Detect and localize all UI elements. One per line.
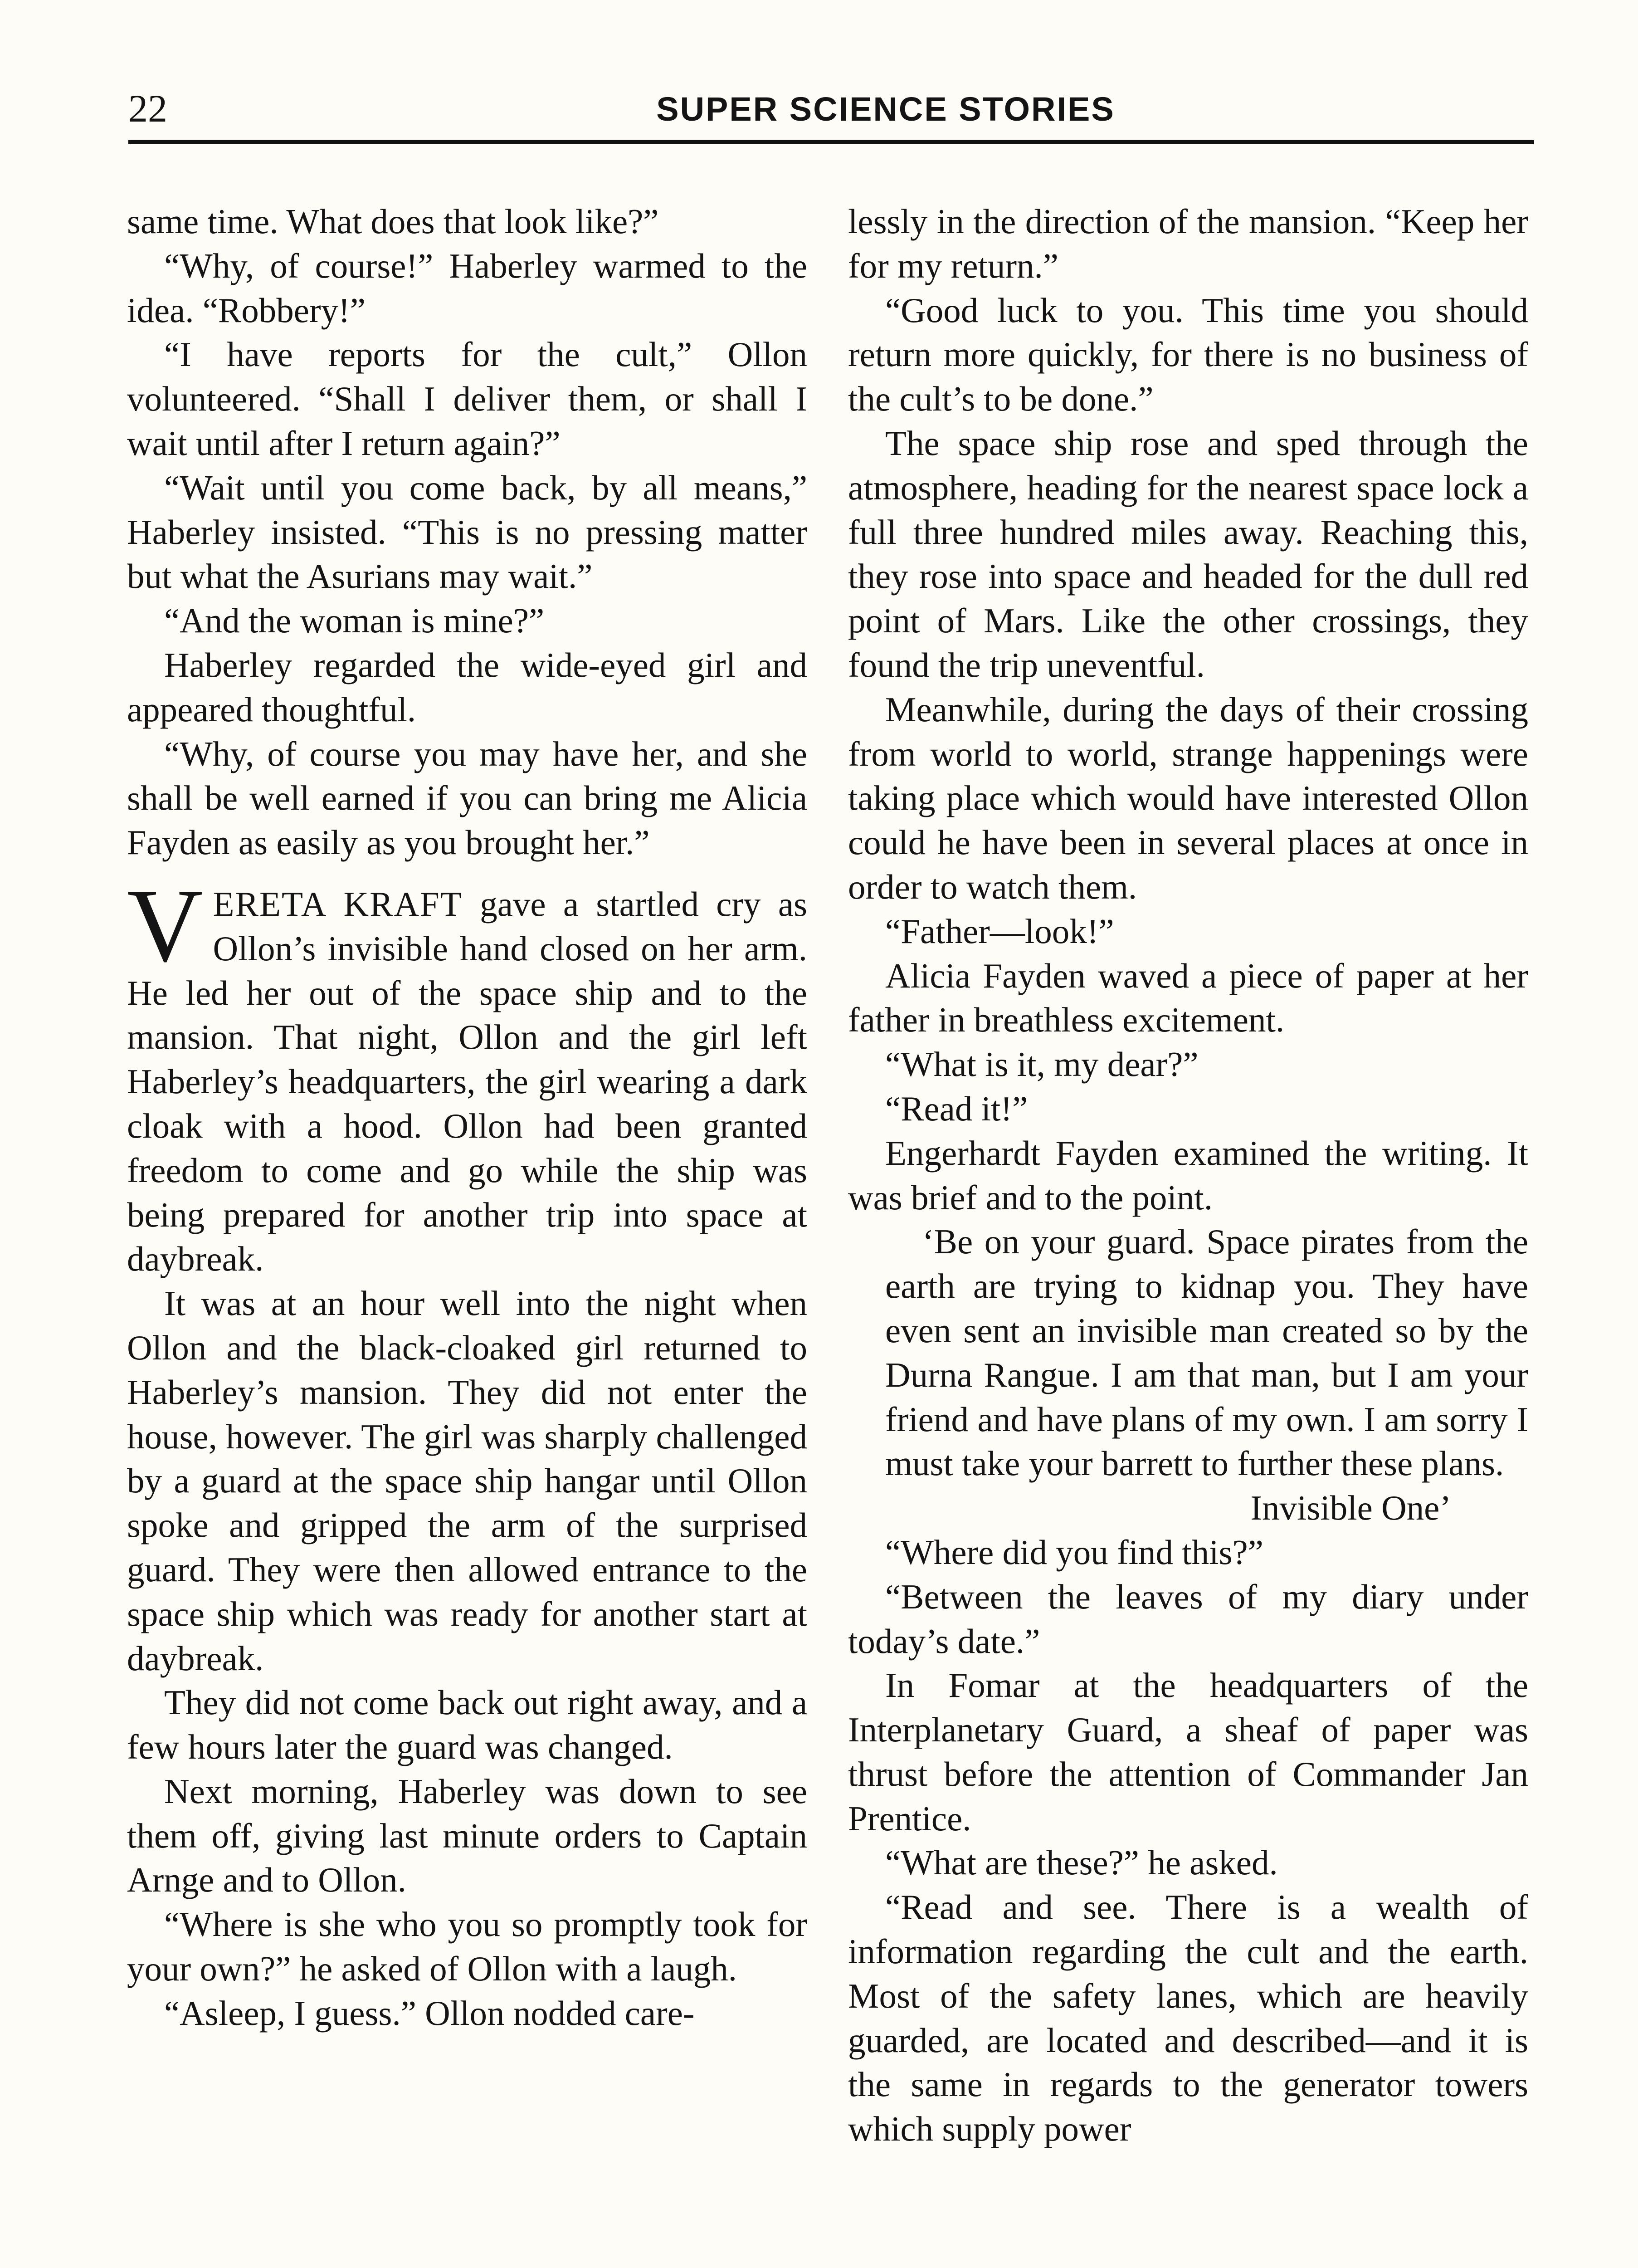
right-column — [848, 200, 1528, 2151]
page-number: 22 — [128, 87, 167, 130]
header-rule — [128, 140, 1534, 144]
paragraph-text: gave a startled cry as Ollon’s invisible hand closed on her arm. He led her out of the space ship and to the mansion. That night, Ollon and the girl left Haberley’s headquarters, the girl wearing a dark cloak with a hood. Ollon had been granted freedom to come and go while the ship was being prepared for another trip into space at daybreak. — [127, 884, 807, 1279]
paragraph: “Between the leaves of my diary under today’s date.” — [848, 1577, 1528, 1661]
paragraph: Next morning, Haberley was down to see them off, giving last minute orders to Captain Arnge and to Ollon. — [127, 1771, 807, 1900]
paragraph: “What is it, my dear?” — [885, 1045, 1199, 1084]
paragraph: “What are these?” he asked. — [885, 1843, 1278, 1882]
paragraph: “Asleep, I guess.” Ollon nodded care- — [164, 1993, 695, 2033]
paragraph: “Why, of course you may have her, and she shall be well earned if you can bring me Alicia Fayden as easily as you brought her.” — [127, 734, 807, 862]
page-header — [128, 82, 1534, 154]
paragraph: “Where did you find this?” — [885, 1532, 1263, 1572]
note-signature: Invisible One’ — [1250, 1488, 1451, 1528]
paragraph: The space ship rose and sped through the atmosphere, heading for the nearest space lock a full three hundred miles away. Reaching this, they rose into space and headed for the dull red point of Mars. Like the other crossings, they found the trip uneventful. — [848, 423, 1528, 684]
paragraph: “Read it!” — [885, 1089, 1028, 1128]
paragraph: “Why, of course!” Haberley warmed to the idea. “Robbery!” — [127, 246, 807, 330]
paragraph: “Father—look!” — [885, 911, 1114, 951]
paragraph: They did not come back out right away, and a few hours later the guard was changed. — [127, 1683, 807, 1767]
paragraph: Engerhardt Fayden examined the writing. It was brief and to the point. — [848, 1133, 1528, 1217]
paragraph: “I have reports for the cult,” Ollon volunteered. “Shall I deliver them, or shall I wait until after I return again?” — [127, 335, 807, 463]
paragraph: “Good luck to you. This time you should return more quickly, for there is no business of the cult’s to be done.” — [848, 290, 1528, 419]
quoted-note: ‘Be on your guard. Space pirates from the earth are trying to kidnap you. They have even sent an invisible man created so by the Durna Rangue. I am that man, but I am your friend and have plans of my own. I am sorry I must take your barrett to further these plans. — [885, 1222, 1528, 1483]
paragraph: Haberley regarded the wide-eyed girl and appeared thoughtful. — [127, 645, 807, 729]
paragraph: Meanwhile, during the days of their crossing from world to world, strange happenings were taking place which would have interested Ollon could he have been in several places at once in order to watch them. — [848, 689, 1528, 906]
paragraph: “Read and see. There is a wealth of information regarding the cult and the earth. Most of the safety lanes, which are heavily guarded, are located and described—and it is the same in regards to the generator towers which supply power — [848, 1887, 1528, 2149]
paragraph: Alicia Fayden waved a piece of paper at her father in breathless excitement. — [848, 956, 1528, 1040]
section-opening-paragraph — [127, 867, 807, 1281]
running-title: SUPER SCIENCE STORIES — [656, 90, 1115, 128]
paragraph: In Fomar at the headquarters of the Interplanetary Guard, a sheaf of paper was thrust before the attention of Commander Jan Prentice. — [848, 1666, 1528, 1838]
paragraph: “Where is she who you so promptly took for your own?” he asked of Ollon with a laugh. — [127, 1905, 807, 1989]
paragraph: It was at an hour well into the night when Ollon and the black-cloaked girl returned to Haberley’s mansion. They did not enter the house, however. The girl was sharply challenged by a guard at the space ship hangar until Ollon spoke and gripped the arm of the surprised guard. They were then allowed entrance to the space ship which was ready for another start at daybreak. — [127, 1284, 807, 1678]
paragraph: same time. What does that look like?” — [127, 202, 659, 241]
left-column — [127, 200, 807, 2036]
paragraph: “And the woman is mine?” — [164, 601, 545, 640]
paragraph: “Wait until you come back, by all means,” Haberley insisted. “This is no pressing matter but what the Asurians may wait.” — [127, 468, 807, 596]
drop-cap: V — [127, 867, 203, 984]
small-caps-lead: ERETA KRAFT — [213, 884, 463, 924]
paragraph: lessly in the direction of the mansion. “Keep her for my return.” — [848, 202, 1528, 285]
